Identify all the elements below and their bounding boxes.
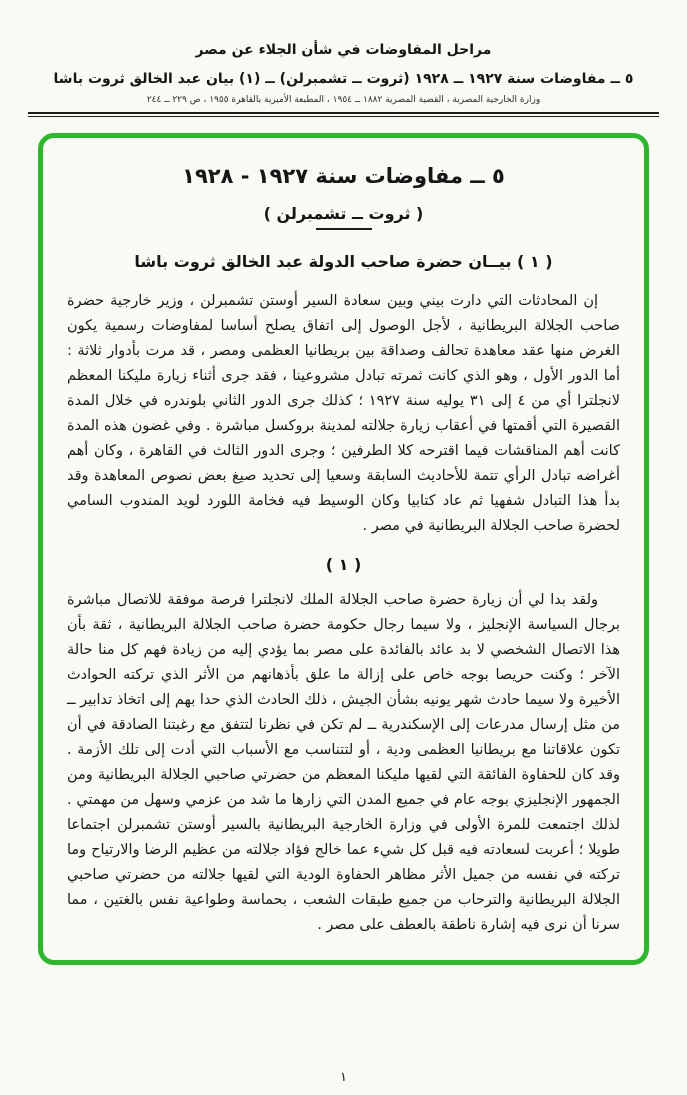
document-title: ٥ ــ مفاوضات سنة ١٩٢٧ - ١٩٢٨ xyxy=(182,164,505,188)
page-header xyxy=(0,0,687,117)
chapter-reference-line: ٥ ــ مفاوضات سنة ١٩٢٧ ــ ١٩٢٨ (ثروت ــ تشمبرلن) ــ (١) بيان عبد الخالق ثروت باشا xyxy=(53,71,634,87)
paragraph-1: إن المحادثات التي دارت بيني وبين سعادة السير أوستن تشمبرلن ، وزير خارجية حضرة صاحب الجلالة البريطانية ، لأجل الوصول إلى اتفاق يصلح أساسا لمفاوضات رسمية يكون الغرض منها عقد معاهدة تحالف وصداقة بين بريطانيا العظمى ومصر ، قد مرت بأدوار ثلاثة : أما الدور الأول ، وهو الذي كانت ثمرته تبادل مشروعينا ، فقد جرى أثناء زيارة مليكنا المعظم لانجلترا أي من ٤ إلى ٣١ يوليه سنة ١٩٢٧ ؛ كذلك جرى الدور الثاني بلوندره في خلال المدة القصيرة التي أقمتها في أعقاب زيارة جلالته لمدينة بروكسل مباشرة . وفي غضون هذه المدة كانت أهم المناقشات فيما اقترحه كلا الطرفين ؛ وجرى الدور الثالث في القاهرة ، وكان أهم أغراضه تبادل الرأي تتمة للأحاديث السابقة وسعيا إلى تحديد صيغ بعض نصوص المعاهدة وقد بدأ هذا التبادل شفهيا ثم عاد كتابيا وكان الوسيط فيه فخامة اللورد لويد المندوب السامي لحضرة صاحب الجلالة البريطانية في مصر . xyxy=(67,293,620,534)
subtitle-divider xyxy=(316,228,372,230)
paragraph-2: ولقد بدا لي أن زيارة حضرة صاحب الجلالة الملك لانجلترا فرصة موفقة للاتصال مباشرة برجال السياسة الإنجليز ، ولا سيما رجال حكومة حضرة صاحب الجلالة البريطانية ، ثقة بأن هذا الاتصال الشخصي لا بد عائد بالفائدة على مصر بما يؤدي إليه من زيادة فهم كل منا حالة الآخر ؛ وكنت حريصا بوجه خاص على إزالة ما علق بأذهانهم من الأثر الذي تركته الحوادث الأخيرة ولا سيما حادث شهر يونيه بشأن الجيش ، ذلك الحادث الذي حدا بهم إلى اتخاذ تدابير ــ من مثل إرسال مدرعات إلى الإسكندرية ــ لم تكن في نظرنا لتتفق مع رغبتنا الصادقة في أن تكون علاقاتنا مع بريطانيا العظمى ودية ، أو لتتناسب مع الأسباب التي أدت إلى تلك الأزمة . وقد كان للحفاوة الفائقة التي لقيها مليكنا المعظم من حضرتي صاحبي الجلالة البريطانية ومن الجمهور الإنجليزي بوجه عام في جميع المدن التي زارها ما شد من عزمي وسهل من مهمتي . لذلك اجتمعت للمرة الأولى في وزارة الخارجية البريطانية بالسير أوستن تشمبرلن اجتماعا طويلا ؛ أعربت لسعادته فيه قبل كل شيء عما خالج فؤاد جلالته من عظيم الرضا والارتياح وما تركته في نفسه من جميل الأثر مظاهر الحفاوة الودية التي لقيها جلالته من حضرتي صاحبي الجلالة البريطانية والترحاب من جميع طبقات الشعب ، بحماسة وطواعية نفس بالغتين ، مما سرنا أن نرى فيه إشارة ناطقة بالعطف على مصر . xyxy=(67,592,620,933)
statement-heading: ( ١ ) بيــان حضرة صاحب الدولة عبد الخالق ثروت باشا xyxy=(134,252,553,271)
document-subtitle: ( ثروت ــ تشمبرلن ) xyxy=(263,204,424,223)
green-highlight-frame xyxy=(38,133,649,965)
source-citation: وزارة الخارجية المصرية ، القضية المصرية ١٨٨٢ ــ ١٩٥٤ ، المطبعة الأميرية بالقاهرة ١٩٥٥ ، ص ٢٢٩ ــ ٢٤٤ xyxy=(146,95,541,105)
page-number: ١ xyxy=(340,1070,347,1085)
header-divider xyxy=(28,112,659,117)
section-number-marker: ( ١ ) xyxy=(325,555,362,574)
running-title: مراحل المفاوضات في شأن الجلاء عن مصر xyxy=(195,42,492,58)
